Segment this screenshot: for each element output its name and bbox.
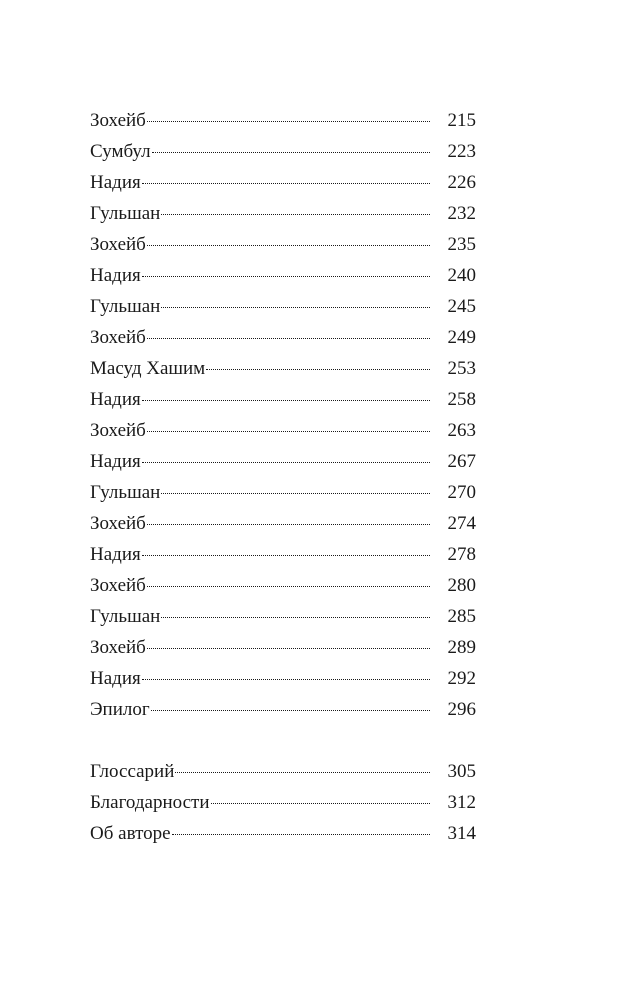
toc-entry-page-number: 280: [447, 575, 476, 596]
toc-entry-title: Масуд Хашим: [90, 358, 206, 379]
dot-leader: [142, 276, 430, 277]
dot-leader: [175, 772, 430, 773]
toc-entry-title: Сумбул: [90, 141, 151, 162]
toc-entry-page-number: 305: [447, 761, 476, 782]
toc-entry-title: Зохейб: [90, 327, 146, 348]
toc-entry: [90, 663, 476, 694]
toc-entry: [90, 198, 476, 229]
toc-entry-page-number: 232: [447, 203, 476, 224]
dot-leader: [142, 183, 430, 184]
toc-entry-page-number: 226: [447, 172, 476, 193]
toc-entry-title: Гульшан: [90, 203, 161, 224]
toc-entry-page-number: 253: [447, 358, 476, 379]
dot-leader: [161, 617, 430, 618]
toc-entry-page-number: 267: [447, 451, 476, 472]
dot-leader: [142, 400, 430, 401]
toc-entry: [90, 105, 476, 136]
toc-entry-page-number: 292: [447, 668, 476, 689]
toc-entry-page-number: 263: [447, 420, 476, 441]
toc-entry-page-number: 245: [447, 296, 476, 317]
dot-leader: [142, 462, 430, 463]
toc-entry-title: Зохейб: [90, 420, 146, 441]
toc-entry-title: Об авторе: [90, 823, 171, 844]
dot-leader: [147, 121, 430, 122]
toc-entry-title: Эпилог: [90, 699, 150, 720]
dot-leader: [147, 586, 430, 587]
toc-entry-title: Зохейб: [90, 110, 146, 131]
toc-entry-title: Надия: [90, 544, 141, 565]
toc-entry-page-number: 215: [447, 110, 476, 131]
toc-entry-title: Надия: [90, 265, 141, 286]
dot-leader: [161, 214, 430, 215]
toc-entry: [90, 415, 476, 446]
toc-entry: [90, 260, 476, 291]
toc-entry-page-number: 285: [447, 606, 476, 627]
toc-entry-title: Благодарности: [90, 792, 210, 813]
toc-entry: [90, 756, 476, 787]
toc-entry-title: Гульшан: [90, 606, 161, 627]
toc-entry-page-number: 270: [447, 482, 476, 503]
toc-entry: [90, 818, 476, 849]
toc-entry: [90, 539, 476, 570]
toc-entry: [90, 322, 476, 353]
dot-leader: [152, 152, 430, 153]
toc-entry: [90, 136, 476, 167]
dot-leader: [211, 803, 431, 804]
toc-entry-title: Зохейб: [90, 513, 146, 534]
toc-entry-page-number: 296: [447, 699, 476, 720]
toc-entry: [90, 167, 476, 198]
toc-entry-title: Гульшан: [90, 482, 161, 503]
toc-entry-page-number: 278: [447, 544, 476, 565]
toc-entry-page-number: 223: [447, 141, 476, 162]
toc-entry-title: Гульшан: [90, 296, 161, 317]
toc-entry-title: Зохейб: [90, 637, 146, 658]
dot-leader: [151, 710, 430, 711]
dot-leader: [147, 431, 430, 432]
dot-leader: [147, 524, 430, 525]
toc-entry: [90, 508, 476, 539]
toc-entry-title: Надия: [90, 389, 141, 410]
dot-leader: [142, 679, 430, 680]
toc-entry: [90, 291, 476, 322]
toc-entry-page-number: 235: [447, 234, 476, 255]
dot-leader: [147, 338, 430, 339]
toc-entry: [90, 446, 476, 477]
toc-entry-page-number: 274: [447, 513, 476, 534]
dot-leader: [147, 245, 430, 246]
toc-entry: [90, 477, 476, 508]
toc-entry: [90, 570, 476, 601]
chapters-list: [90, 105, 476, 725]
toc-entry-title: Зохейб: [90, 575, 146, 596]
toc-entry: [90, 694, 476, 725]
dot-leader: [142, 555, 430, 556]
toc-entry: [90, 787, 476, 818]
toc-entry-title: Надия: [90, 668, 141, 689]
toc-entry-title: Надия: [90, 451, 141, 472]
toc-entry: [90, 384, 476, 415]
toc-entry-page-number: 289: [447, 637, 476, 658]
dot-leader: [161, 493, 430, 494]
toc-entry-title: Глоссарий: [90, 761, 175, 782]
toc-entry: [90, 353, 476, 384]
toc-entry: [90, 632, 476, 663]
toc-entry-page-number: 314: [447, 823, 476, 844]
toc-entry-page-number: 258: [447, 389, 476, 410]
table-of-contents: [90, 105, 476, 849]
dot-leader: [172, 834, 430, 835]
back-matter-list: [90, 756, 476, 849]
dot-leader: [147, 648, 430, 649]
toc-entry-page-number: 249: [447, 327, 476, 348]
dot-leader: [206, 369, 430, 370]
toc-entry-page-number: 240: [447, 265, 476, 286]
dot-leader: [161, 307, 430, 308]
toc-entry: [90, 229, 476, 260]
toc-entry-title: Надия: [90, 172, 141, 193]
toc-entry-title: Зохейб: [90, 234, 146, 255]
toc-entry: [90, 601, 476, 632]
toc-entry-page-number: 312: [447, 792, 476, 813]
